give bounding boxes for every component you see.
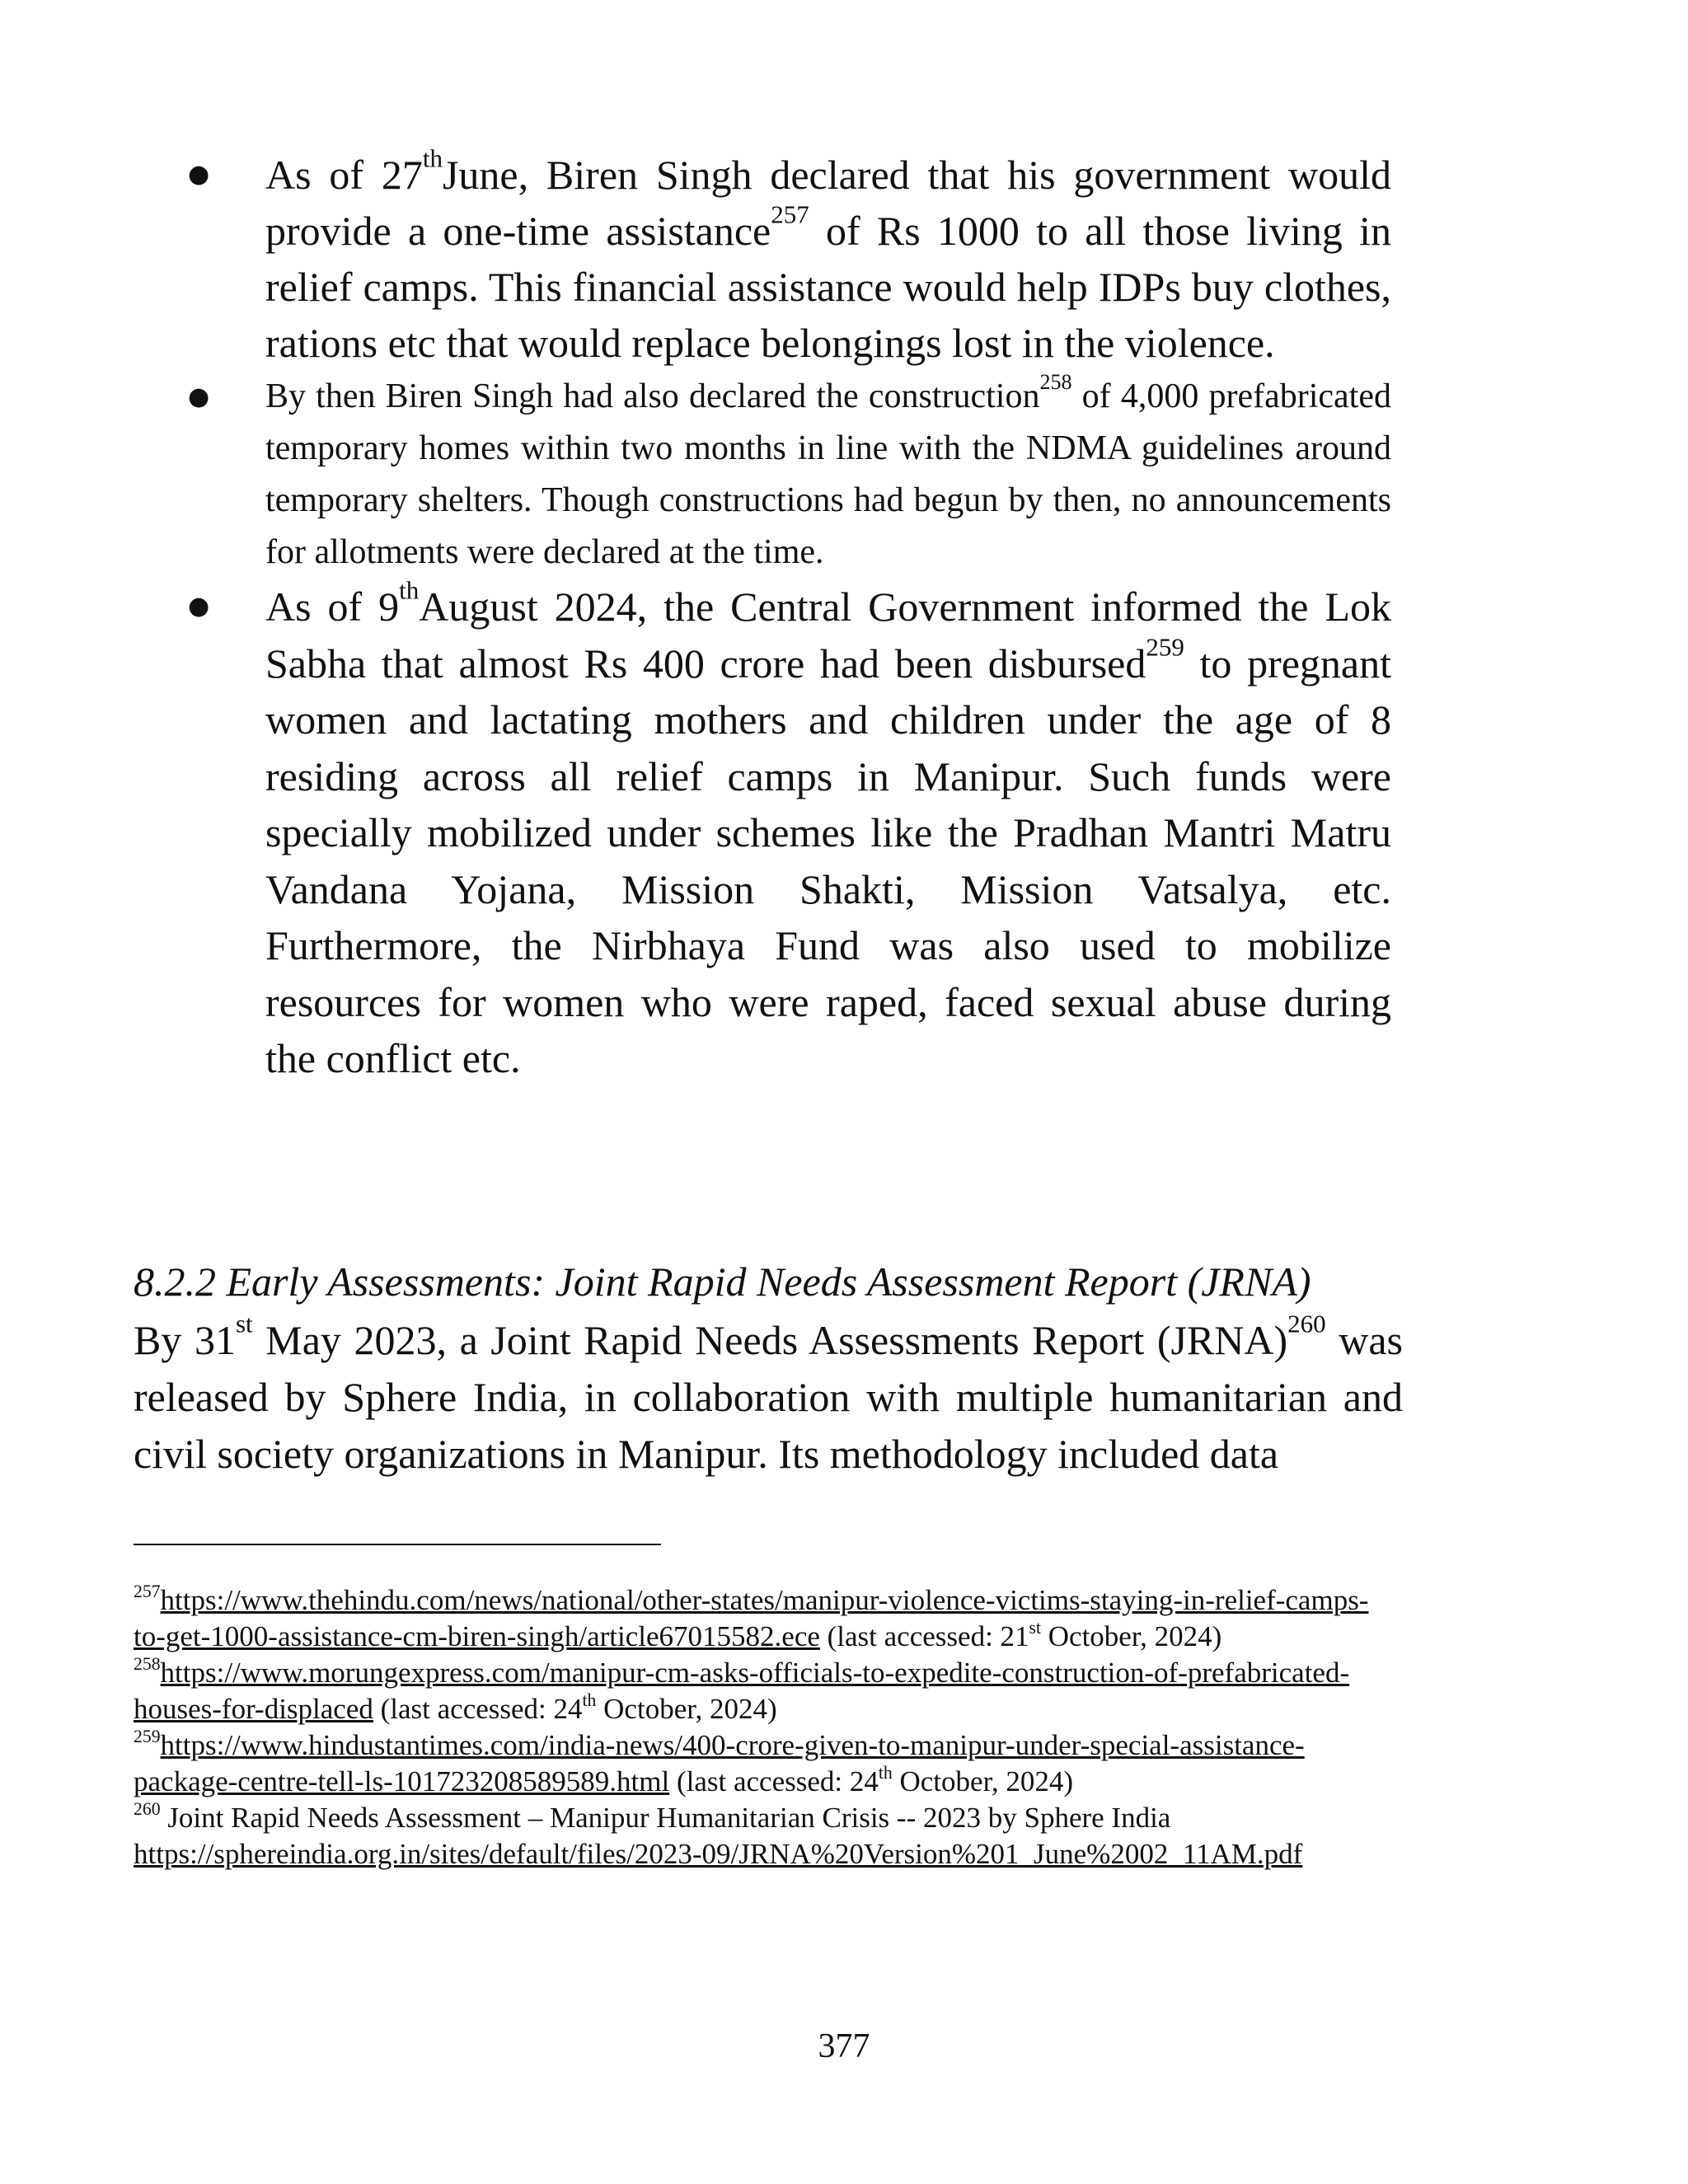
bullet-text: August 2024, the Central Government informed the Lok Sabha that almost Rs 400 crore had been disbursed: [265, 583, 1392, 687]
footnote-link[interactable]: https://www.thehindu.com/news/national/other-states/manipur-violence-victims-staying-in-relief-camps-to-get-1000-assistance-cm-biren-singh/article67015582.ece: [134, 1584, 1369, 1652]
footnote-260: [134, 1800, 1370, 1872]
bullet-text: As of 9: [265, 583, 400, 630]
footnote-separator: [134, 1544, 661, 1545]
footnote-ref-259[interactable]: 259: [1146, 632, 1184, 662]
bullet-list: [188, 143, 1392, 1087]
footnote-number: 257: [134, 1581, 161, 1601]
page-number: 377: [818, 2027, 870, 2065]
bullet-item-funds: [188, 575, 1392, 1087]
footnote-link[interactable]: https://sphereindia.org.in/sites/default/files/2023-09/JRNA%20Version%201_June%2002_11AM.pdf: [134, 1838, 1303, 1870]
bullet-text: to pregnant women and lactating mothers and children under the age of 8 residing across all relief camps in Manipur. Such funds were specially mobilized under schemes like the Pradhan Mantri Matru Vandana Yojana, Mission Shakti, Mission Vatsalya, etc. Furthermore, the Nirbhaya Fund was also used to mobilize resources for women who were raped, faced sexual abuse during the conflict etc.: [265, 640, 1391, 1081]
paragraph-text: May 2023, a Joint Rapid Needs Assessments Report (JRNA): [252, 1317, 1288, 1363]
section-heading: 8.2.2 Early Assessments: Joint Rapid Needs Assessment Report (JRNA): [134, 1258, 1311, 1305]
ordinal-suffix: st: [1029, 1617, 1042, 1638]
bullet-text: of Rs 1000 to all those living in relief camps. This financial assistance would help IDPs buy clothes, rations etc that would replace belongings lost in the violence.: [265, 208, 1391, 366]
bullet-text: of 4,000 prefabricated temporary homes within two months in line with the NDMA guidelines around temporary shelters. Though constructions had begun by then, no announcements for allotments were declared at the time.: [265, 377, 1391, 571]
ordinal-suffix: st: [235, 1309, 253, 1338]
body-paragraph: [134, 1309, 1404, 1483]
ordinal-suffix: th: [399, 575, 420, 605]
footnote-259: [134, 1727, 1370, 1800]
paragraph-text: was released by Sphere India, in collaboration with multiple humanitarian and civil society organizations in Manipur. Its methodology included data: [134, 1317, 1404, 1477]
ordinal-suffix: th: [878, 1762, 893, 1783]
ordinal-suffix: th: [582, 1690, 597, 1710]
footnote-number: 259: [134, 1726, 161, 1746]
footnote-number: 260: [134, 1798, 161, 1819]
bullet-item-assistance: [188, 143, 1392, 371]
footnote-ref-257[interactable]: 257: [771, 199, 809, 229]
footnote-257: [134, 1582, 1370, 1655]
bullet-text: By then Biren Singh had also declared the construction: [265, 377, 1040, 415]
footnote-text: October, 2024): [1041, 1620, 1222, 1652]
footnote-258: [134, 1655, 1370, 1727]
footnote-text: October, 2024): [596, 1693, 777, 1725]
footnote-ref-258[interactable]: 258: [1039, 369, 1072, 394]
footnotes: [134, 1582, 1370, 1872]
footnote-text: (last accessed: 24: [669, 1765, 879, 1797]
footnote-text: (last accessed: 24: [373, 1693, 583, 1725]
footnote-text: Joint Rapid Needs Assessment – Manipur Humanitarian Crisis -- 2023 by Sphere India: [160, 1802, 1171, 1834]
footnote-ref-260[interactable]: 260: [1287, 1309, 1326, 1338]
footnote-number: 258: [134, 1653, 161, 1674]
footnote-link[interactable]: https://www.morungexpress.com/manipur-cm-asks-officials-to-expedite-construction-of-prefabricated-houses-for-displaced: [134, 1657, 1350, 1725]
paragraph-text: By 31: [134, 1317, 236, 1363]
ordinal-suffix: th: [422, 143, 443, 173]
bullet-text: As of 27: [265, 152, 423, 198]
bullet-item-construction: [188, 371, 1391, 579]
bullet-text: June, Biren Singh declared that his government would provide a one-time assistance: [265, 152, 1392, 254]
footnote-text: (last accessed: 21: [819, 1620, 1029, 1652]
footnote-text: October, 2024): [892, 1765, 1073, 1797]
footnote-link[interactable]: https://www.hindustantimes.com/india-news/400-crore-given-to-manipur-under-special-assistance-package-centre-tell-ls-101723208589589.html: [134, 1729, 1305, 1797]
